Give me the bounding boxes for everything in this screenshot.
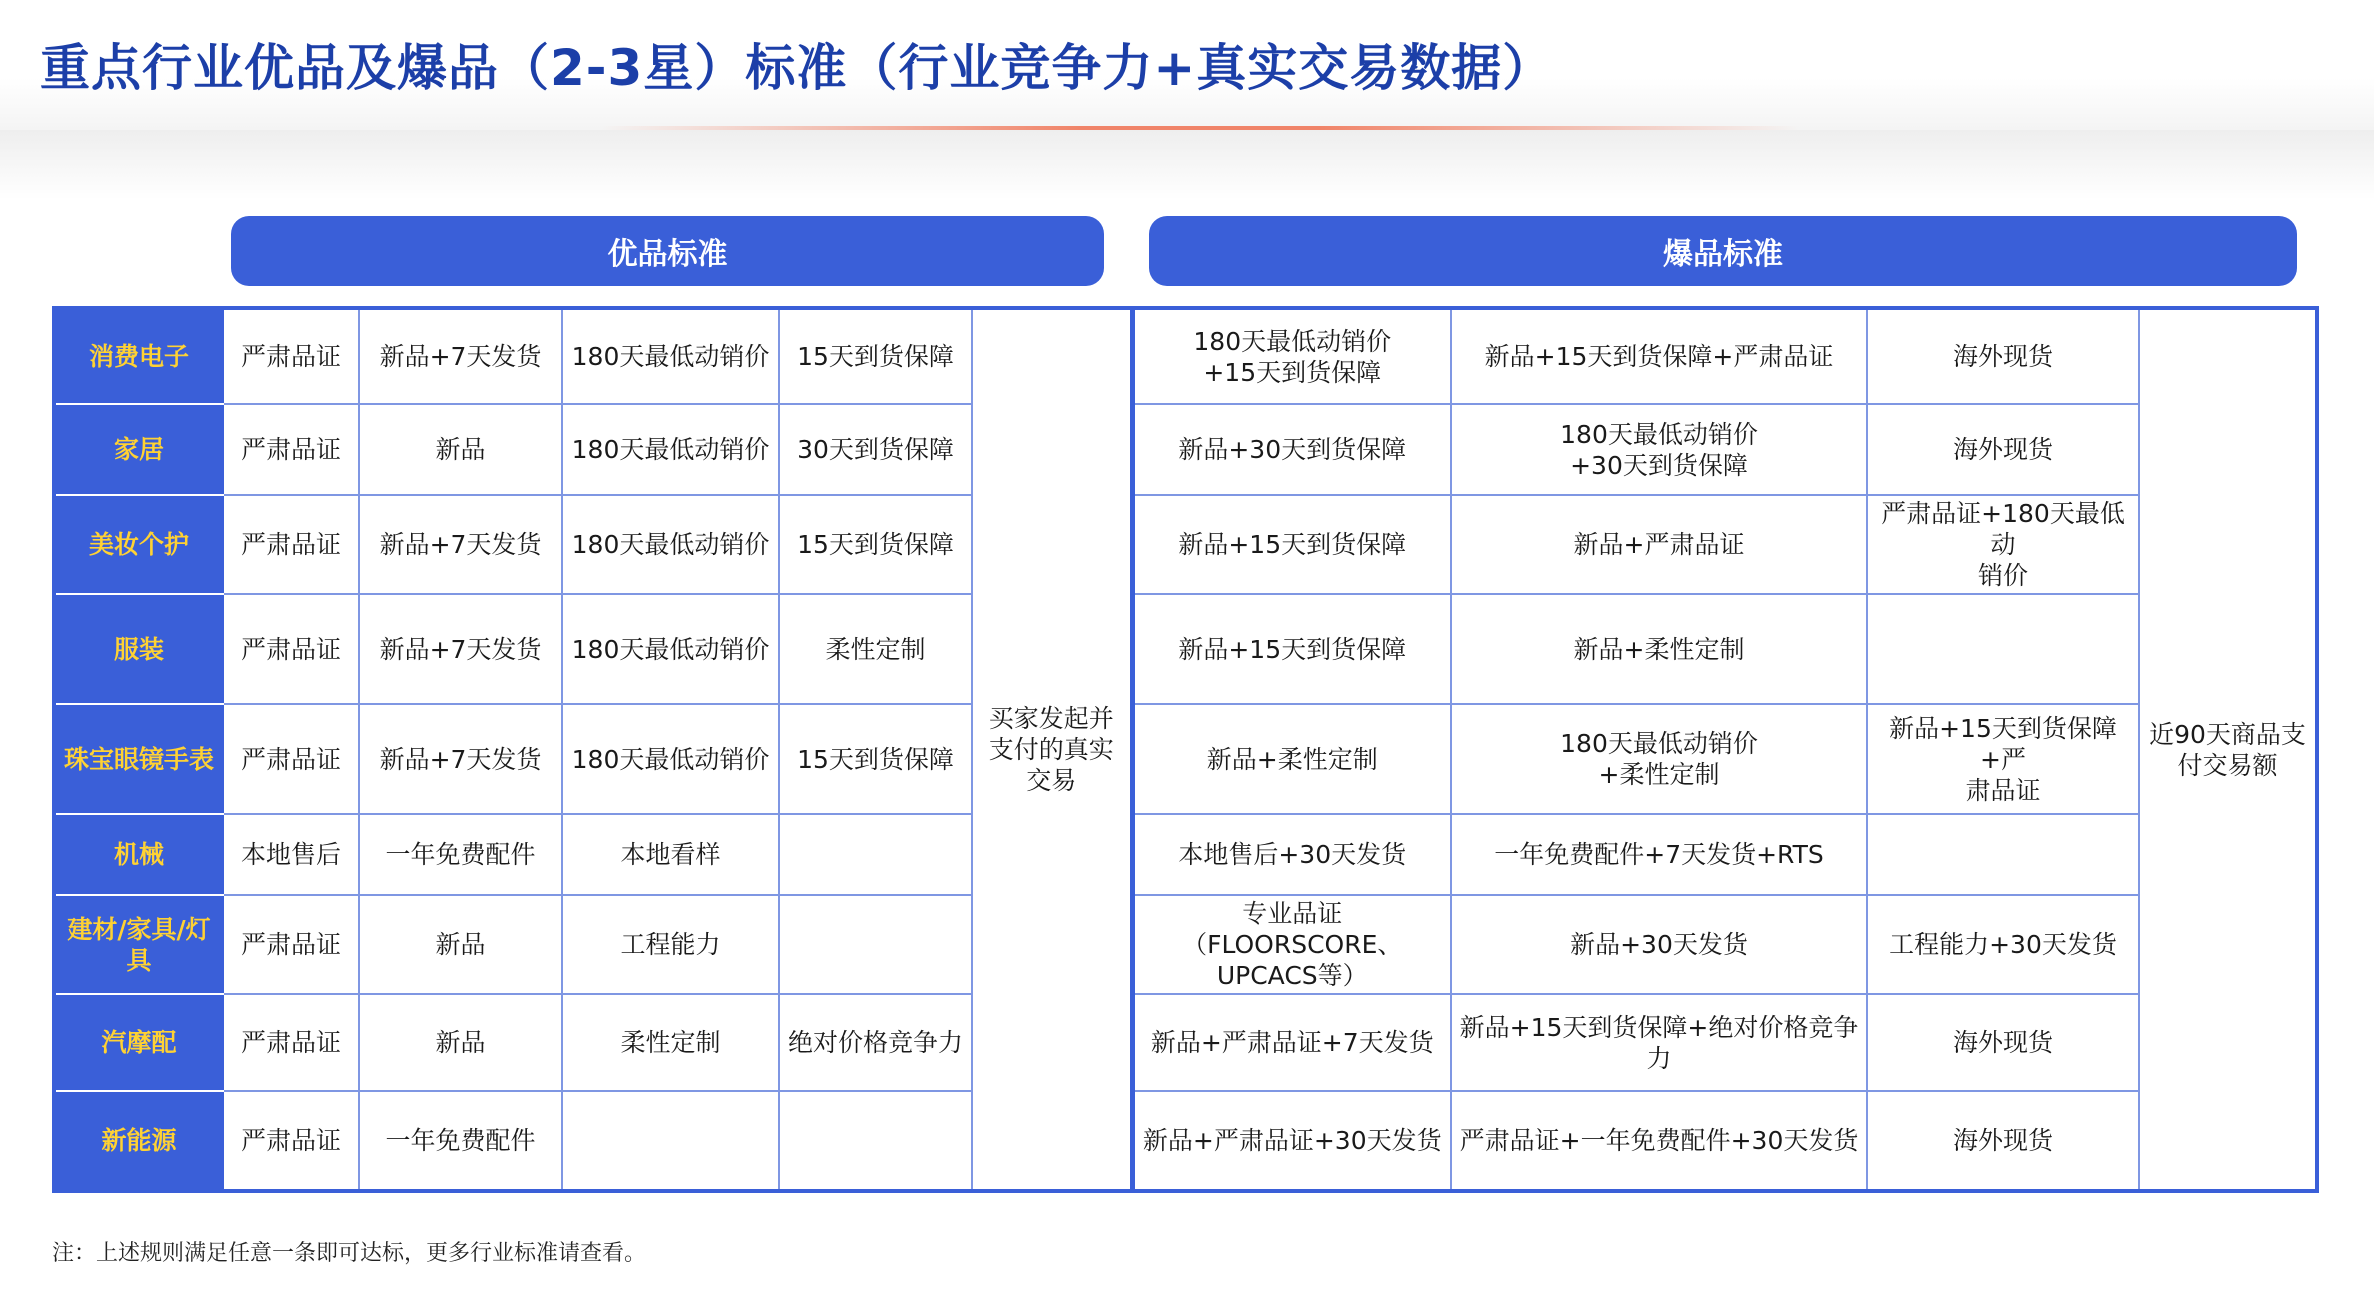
youpin-criterion-cell: 严肃品证 [223, 404, 359, 495]
youpin-criterion-cell: 180天最低动销价 [562, 404, 779, 495]
baopin-criterion-cell: 新品+30天到货保障 [1132, 404, 1451, 495]
youpin-criterion-cell: 新品 [359, 994, 562, 1091]
baopin-criterion-cell [1867, 814, 2139, 895]
youpin-criterion-cell: 柔性定制 [779, 594, 972, 704]
baopin-criterion-cell: 专业品证（FLOORSCORE、 UPCACS等） [1132, 895, 1451, 994]
youpin-criterion-cell [562, 1091, 779, 1191]
table-row [54, 1091, 2317, 1191]
baopin-criterion-cell: 新品+严肃品证+7天发货 [1132, 994, 1451, 1091]
baopin-standard-header: 爆品标准 [1149, 216, 2297, 286]
table-row [54, 704, 2317, 814]
youpin-criterion-cell: 一年免费配件 [359, 814, 562, 895]
youpin-criterion-cell: 15天到货保障 [779, 495, 972, 594]
table-row [54, 994, 2317, 1091]
baopin-criterion-cell: 180天最低动销价 +15天到货保障 [1132, 308, 1451, 404]
baopin-criterion-cell: 新品+严肃品证 [1451, 495, 1867, 594]
youpin-criterion-cell: 15天到货保障 [779, 704, 972, 814]
baopin-criterion-cell: 新品+柔性定制 [1132, 704, 1451, 814]
youpin-criterion-cell: 新品+7天发货 [359, 704, 562, 814]
youpin-criterion-cell: 新品+7天发货 [359, 495, 562, 594]
baopin-criterion-cell: 180天最低动销价 +30天到货保障 [1451, 404, 1867, 495]
baopin-transaction-cell: 近90天商品支付交易额 [2139, 308, 2317, 1191]
youpin-criterion-cell: 新品 [359, 895, 562, 994]
youpin-criterion-cell: 180天最低动销价 [562, 495, 779, 594]
baopin-criterion-cell: 海外现货 [1867, 308, 2139, 404]
youpin-criterion-cell: 严肃品证 [223, 895, 359, 994]
footnote: 注：上述规则满足任意一条即可达标，更多行业标准请查看。 [52, 1241, 647, 1266]
title-bar [0, 0, 2374, 130]
youpin-criterion-cell: 一年免费配件 [359, 1091, 562, 1191]
youpin-criterion-cell [779, 895, 972, 994]
youpin-criterion-cell: 180天最低动销价 [562, 308, 779, 404]
youpin-criterion-cell: 严肃品证 [223, 495, 359, 594]
baopin-criterion-cell: 新品+15天到货保障 [1132, 495, 1451, 594]
category-cell: 建材/家具/灯 具 [54, 895, 223, 994]
youpin-criterion-cell: 30天到货保障 [779, 404, 972, 495]
youpin-criterion-cell: 严肃品证 [223, 308, 359, 404]
youpin-standard-header: 优品标准 [231, 216, 1104, 286]
baopin-criterion-cell: 新品+15天到货保障 [1132, 594, 1451, 704]
category-cell: 服装 [54, 594, 223, 704]
baopin-criterion-cell: 新品+柔性定制 [1451, 594, 1867, 704]
baopin-criterion-cell: 新品+30天发货 [1451, 895, 1867, 994]
category-cell: 新能源 [54, 1091, 223, 1191]
table-row [54, 495, 2317, 594]
youpin-criterion-cell: 柔性定制 [562, 994, 779, 1091]
baopin-criterion-cell: 海外现货 [1867, 1091, 2139, 1191]
baopin-criterion-cell: 海外现货 [1867, 994, 2139, 1091]
baopin-criterion-cell: 新品+严肃品证+30天发货 [1132, 1091, 1451, 1191]
table-row [54, 308, 2317, 404]
header-shadow [0, 130, 2374, 200]
table-row [54, 594, 2317, 704]
baopin-criterion-cell: 严肃品证+一年免费配件+30天发货 [1451, 1091, 1867, 1191]
baopin-criterion-cell: 本地售后+30天发货 [1132, 814, 1451, 895]
youpin-transaction-cell: 买家发起并支付的真实交易 [972, 308, 1132, 1191]
baopin-criterion-cell: 新品+15天到货保障+绝对价格竞争力 [1451, 994, 1867, 1091]
baopin-criterion-cell: 180天最低动销价 +柔性定制 [1451, 704, 1867, 814]
baopin-criterion-cell: 新品+15天到货保障+严肃品证 [1451, 308, 1867, 404]
category-cell: 珠宝眼镜手表 [54, 704, 223, 814]
category-cell: 消费电子 [54, 308, 223, 404]
baopin-criterion-cell: 一年免费配件+7天发货+RTS [1451, 814, 1867, 895]
youpin-criterion-cell: 严肃品证 [223, 594, 359, 704]
table-row [54, 404, 2317, 495]
youpin-criterion-cell: 180天最低动销价 [562, 594, 779, 704]
youpin-criterion-cell [779, 814, 972, 895]
youpin-criterion-cell [779, 1091, 972, 1191]
table-row [54, 814, 2317, 895]
youpin-criterion-cell: 180天最低动销价 [562, 704, 779, 814]
youpin-criterion-cell: 15天到货保障 [779, 308, 972, 404]
youpin-criterion-cell: 新品+7天发货 [359, 594, 562, 704]
baopin-criterion-cell [1867, 594, 2139, 704]
youpin-criterion-cell: 本地售后 [223, 814, 359, 895]
category-cell: 机械 [54, 814, 223, 895]
category-cell: 美妆个护 [54, 495, 223, 594]
youpin-criterion-cell: 新品 [359, 404, 562, 495]
standards-table [52, 306, 2319, 1193]
baopin-criterion-cell: 工程能力+30天发货 [1867, 895, 2139, 994]
youpin-criterion-cell: 绝对价格竞争力 [779, 994, 972, 1091]
baopin-criterion-cell: 海外现货 [1867, 404, 2139, 495]
youpin-criterion-cell: 新品+7天发货 [359, 308, 562, 404]
baopin-criterion-cell: 严肃品证+180天最低动 销价 [1867, 495, 2139, 594]
youpin-criterion-cell: 严肃品证 [223, 1091, 359, 1191]
baopin-criterion-cell: 新品+15天到货保障+严 肃品证 [1867, 704, 2139, 814]
category-cell: 汽摩配 [54, 994, 223, 1091]
youpin-criterion-cell: 严肃品证 [223, 994, 359, 1091]
youpin-criterion-cell: 工程能力 [562, 895, 779, 994]
youpin-criterion-cell: 严肃品证 [223, 704, 359, 814]
page-title: 重点行业优品及爆品（2-3星）标准（行业竞争力+真实交易数据） [40, 39, 1554, 97]
category-cell: 家居 [54, 404, 223, 495]
youpin-criterion-cell: 本地看样 [562, 814, 779, 895]
table-row [54, 895, 2317, 994]
